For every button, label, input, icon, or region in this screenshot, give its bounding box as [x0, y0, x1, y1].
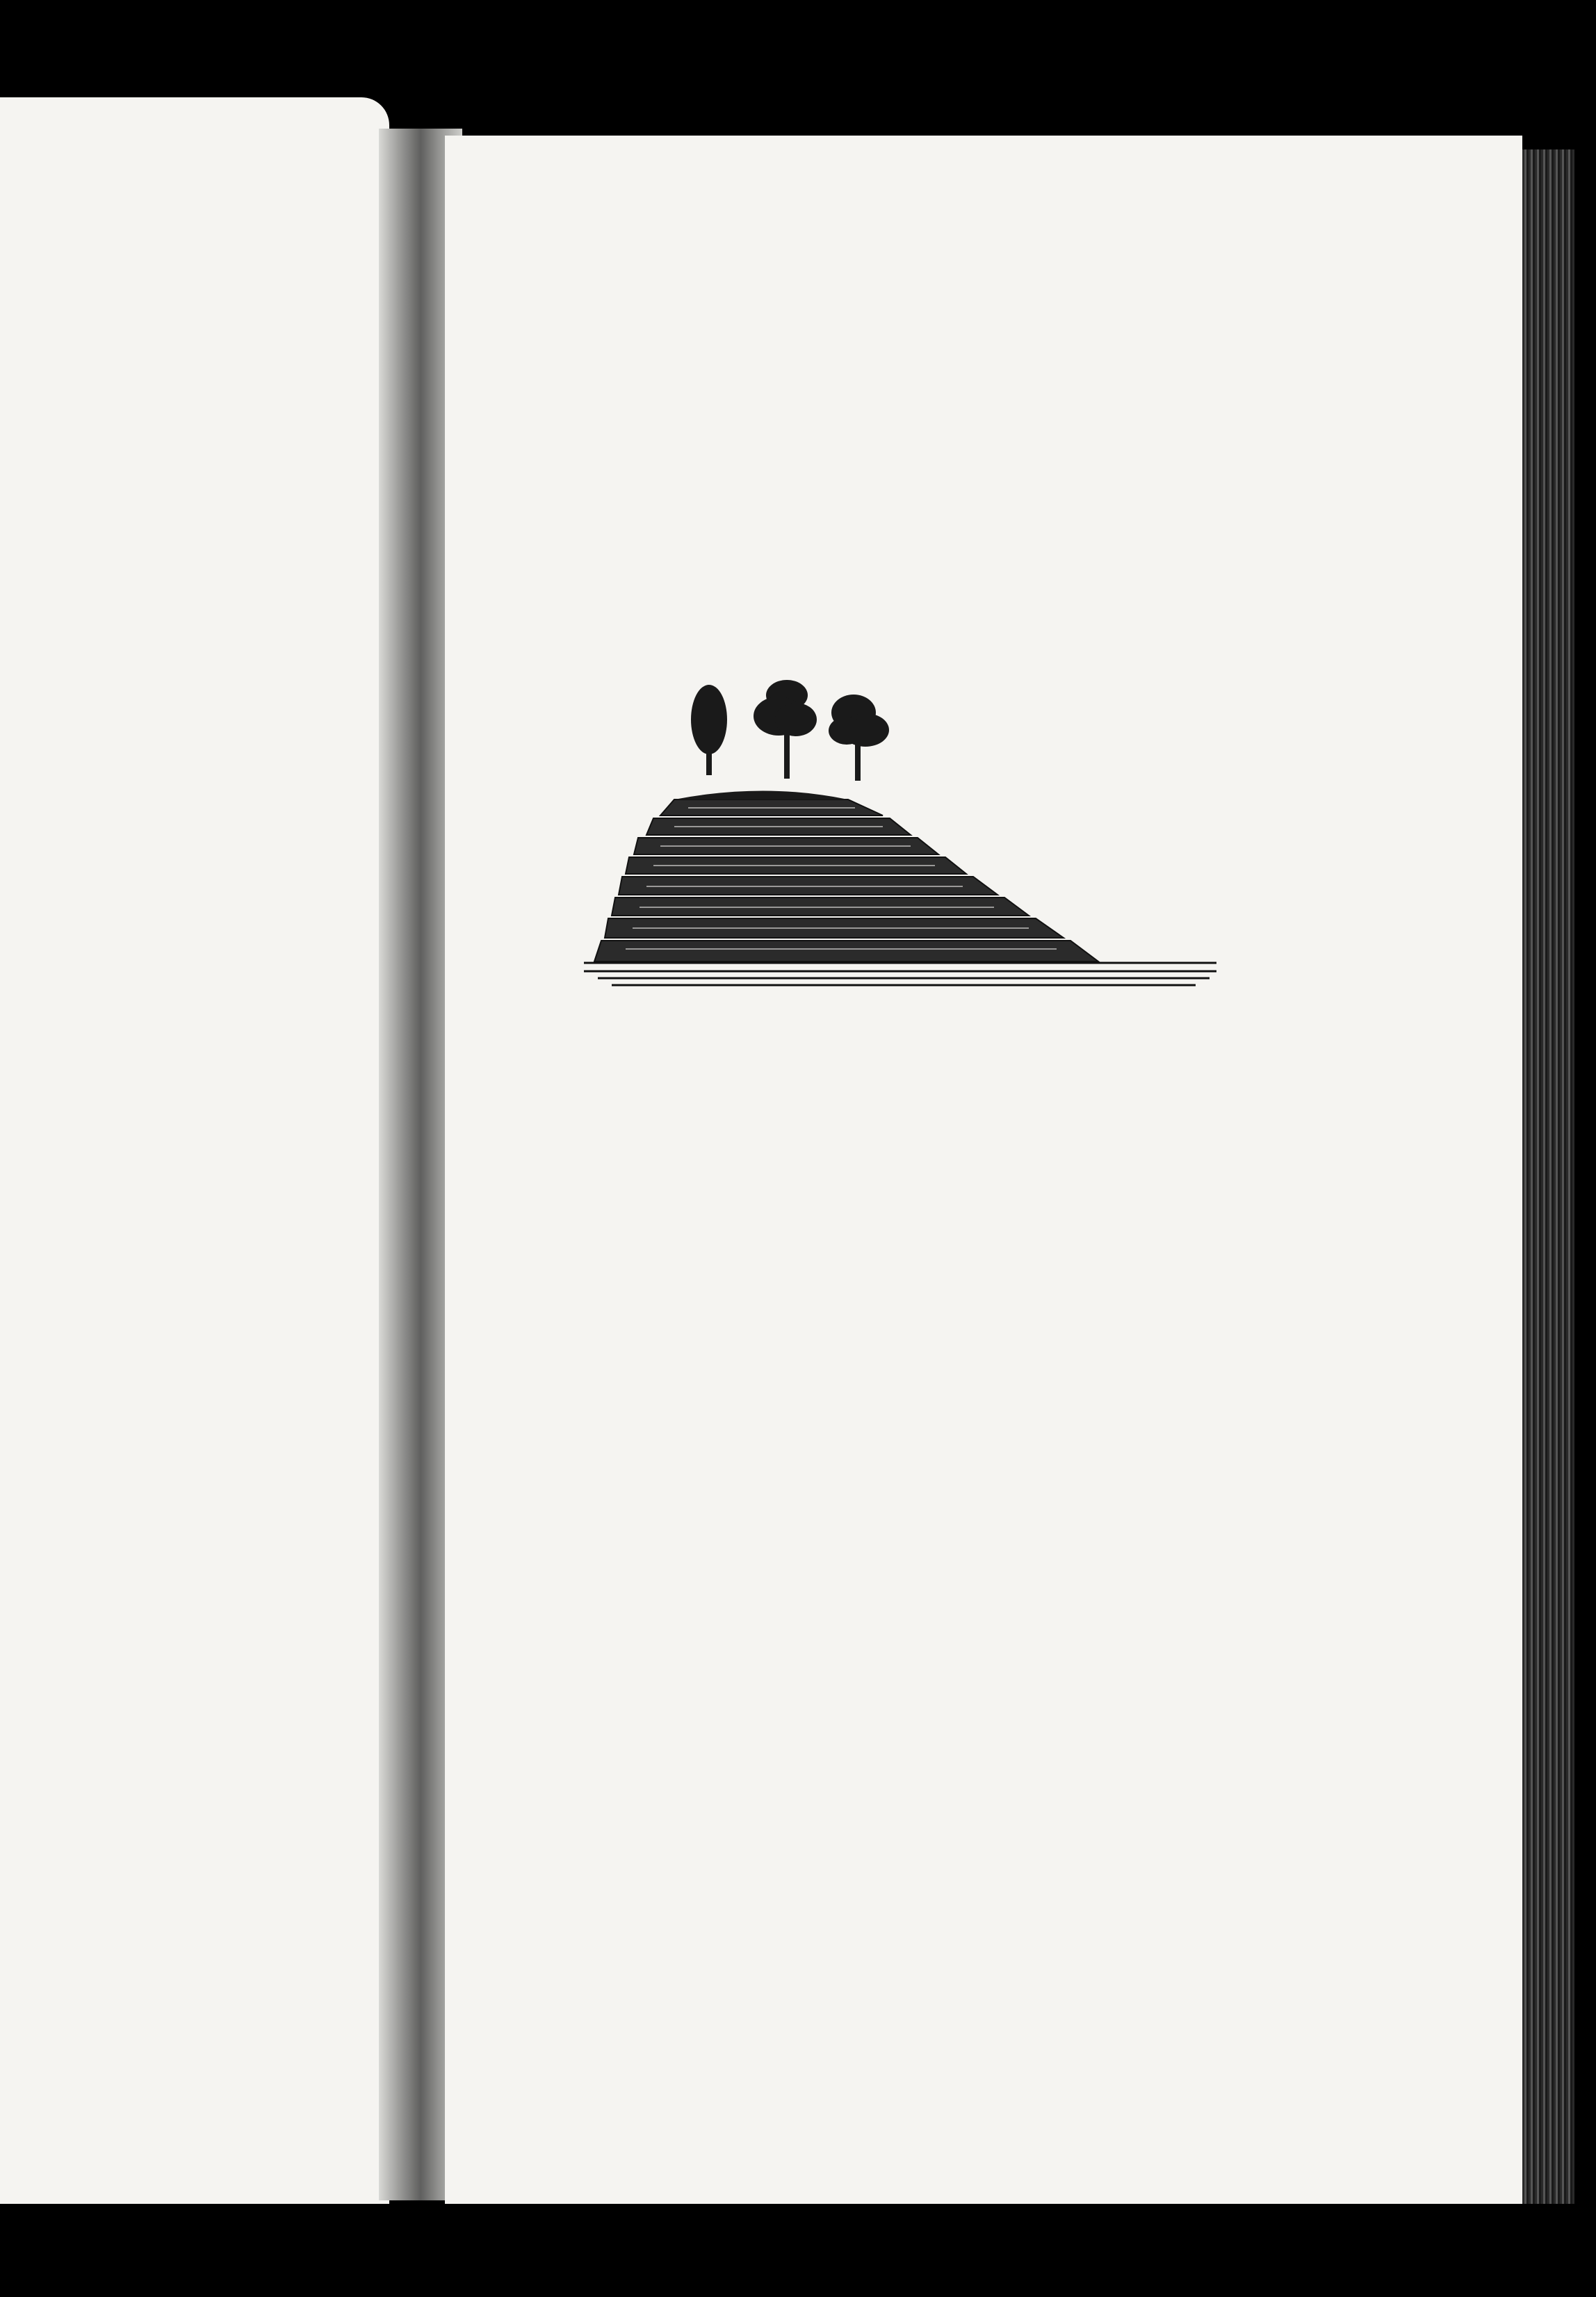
right-page [445, 136, 1522, 2204]
left-running-head [0, 389, 348, 424]
page-edges [1522, 149, 1574, 2204]
right-running-head [473, 299, 1342, 341]
mud-bank-illustration [584, 664, 1223, 991]
left-page [0, 97, 389, 2204]
